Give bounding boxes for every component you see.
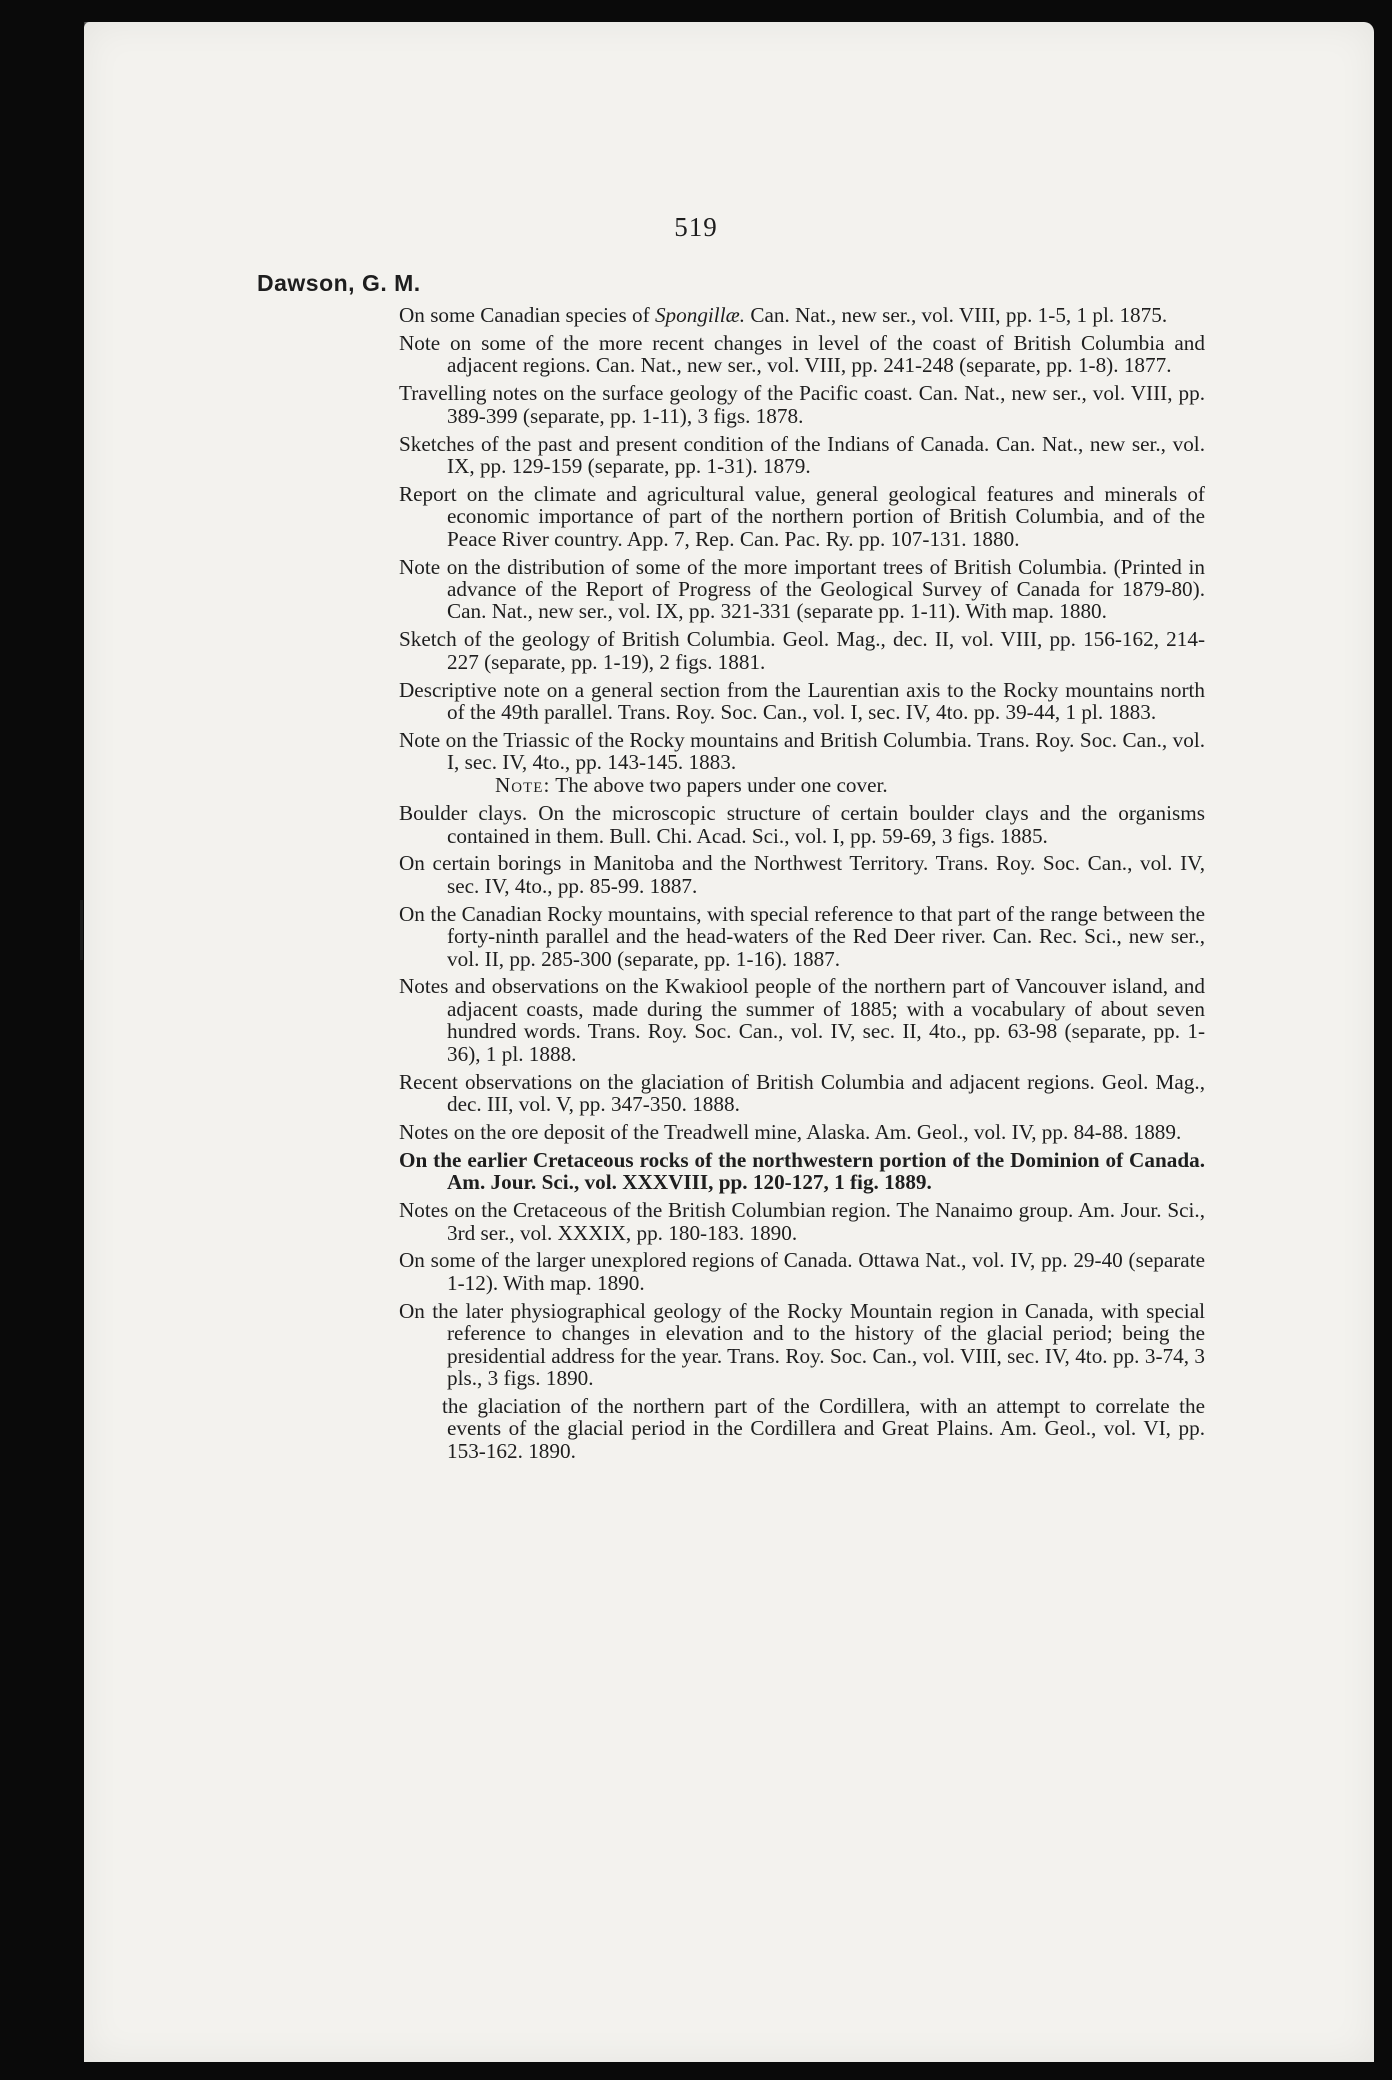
- bibliography-entry: On the Canadian Rocky mountains, with special reference to that part of the range between the forty-ninth parallel and the head-waters of the Red Deer river. Can. Rec. Sci., new ser., vol. II, pp. 285-300 (separate, pp. 1-16). 1887.: [399, 901, 1205, 971]
- bibliography-entry: Recent observations on the glaciation of British Columbia and adjacent regions. Geol. Mag., dec. III, vol. V, pp. 347-350. 1888.: [399, 1069, 1205, 1116]
- bibliography-entry: Notes and observations on the Kwakiool people of the northern part of Vancouver island, and adjacent coasts, made during the summer of 1885; with a vocabulary of about seven hundred words. Trans. Roy. Soc. Can., vol. IV, sec. II, 4to., pp. 63-98 (separate, pp. 1-36), 1 pl. 1888.: [399, 974, 1205, 1066]
- bibliography-entry: Note on some of the more recent changes in level of the coast of British Columbia and adjacent regions. Can. Nat., new ser., vol. VIII, pp. 241-248 (separate, pp. 1-8). 1877.: [399, 330, 1205, 378]
- entry-text: Can. Nat., new ser., vol. VIII, pp. 1-5, 1 pl. 1875.: [745, 303, 1168, 327]
- bibliography-entry: On the earlier Cretaceous rocks of the northwestern portion of the Dominion of Canada. Am. Jour. Sci., vol. XXXVIII, pp. 120-127, 1 fig. 1889.: [399, 1147, 1205, 1195]
- bibliography-entry: Notes on the Cretaceous of the British Columbian region. The Nanaimo group. Am. Jour. Sci., 3rd ser., vol. XXXIX, pp. 180-183. 1890.: [399, 1198, 1205, 1245]
- bibliography-entry: Sketch of the geology of British Columbia. Geol. Mag., dec. II, vol. VIII, pp. 156-162, 214-227 (separate, pp. 1-19), 2 figs. 1881.: [399, 627, 1205, 674]
- bibliography-note: [399, 774, 1205, 796]
- bibliography-entry: [399, 304, 1205, 326]
- bibliography-entry: Note on the distribution of some of the more important trees of British Columbia. (Printed in advance of the Report of Progress of the Geological Survey of Canada for 1879-80). Can. Nat., new ser., vol. IX, pp. 321-331 (separate pp. 1-11). With map. 1880.: [399, 554, 1205, 624]
- bibliography-entry: the glaciation of the northern part of the Cordillera, with an attempt to correlate the events of the glacial period in the Cordillera and Great Plains. Am. Geol., vol. VI, pp. 153-162. 1890.: [442, 1393, 1205, 1463]
- bibliography-entry: Travelling notes on the surface geology of the Pacific coast. Can. Nat., new ser., vol. VIII, pp. 389-399 (separate, pp. 1-11), 3 figs. 1878.: [399, 381, 1205, 428]
- author-heading: Dawson, G. M.: [257, 270, 421, 296]
- note-label: Note:: [495, 773, 551, 798]
- taxon-name: Spongillæ.: [654, 303, 746, 327]
- note-text: The above two papers under one cover.: [550, 773, 888, 798]
- page-number: 519: [674, 212, 718, 242]
- bibliography-entry: Boulder clays. On the microscopic structure of certain boulder clays and the organisms contained in them. Bull. Chi. Acad. Sci., vol. I, pp. 59-69, 3 figs. 1885.: [399, 801, 1205, 848]
- bibliography-list: [399, 304, 1205, 1468]
- entry-text: On some Canadian species of: [399, 303, 655, 327]
- bibliography-entry: Notes on the ore deposit of the Treadwell mine, Alaska. Am. Geol., vol. IV, pp. 84-88. 1889.: [399, 1119, 1182, 1144]
- bibliography-entry: On the later physiographical geology of the Rocky Mountain region in Canada, with special reference to changes in elevation and to the history of the glacial period; being the presidential address for the year. Trans. Roy. Soc. Can., vol. VIII, sec. IV, 4to. pp. 3-74, 3 pls., 3 figs. 1890.: [399, 1298, 1205, 1390]
- bibliography-entry: Descriptive note on a general section from the Laurentian axis to the Rocky mountains north of the 49th parallel. Trans. Roy. Soc. Can., vol. I, sec. IV, 4to. pp. 39-44, 1 pl. 1883.: [399, 677, 1205, 724]
- bibliography-entry: Report on the climate and agricultural value, general geological features and minerals of economic importance of part of the northern portion of British Columbia, and of the Peace River country. App. 7, Rep. Can. Pac. Ry. pp. 107-131. 1880.: [399, 481, 1205, 551]
- bibliography-entry: Note on the Triassic of the Rocky mountains and British Columbia. Trans. Roy. Soc. Can., vol. I, sec. IV, 4to., pp. 143-145. 1883.: [399, 727, 1205, 775]
- bibliography-entry: On some of the larger unexplored regions of Canada. Ottawa Nat., vol. IV, pp. 29-40 (separate 1-12). With map. 1890.: [399, 1248, 1205, 1295]
- bibliography-entry: Sketches of the past and present condition of the Indians of Canada. Can. Nat., new ser., vol. IX, pp. 129-159 (separate, pp. 1-31). 1879.: [399, 431, 1205, 478]
- bibliography-entry: On certain borings in Manitoba and the Northwest Territory. Trans. Roy. Soc. Can., vol. IV, sec. IV, 4to., pp. 85-99. 1887.: [399, 851, 1205, 898]
- scan-mark: [80, 900, 83, 960]
